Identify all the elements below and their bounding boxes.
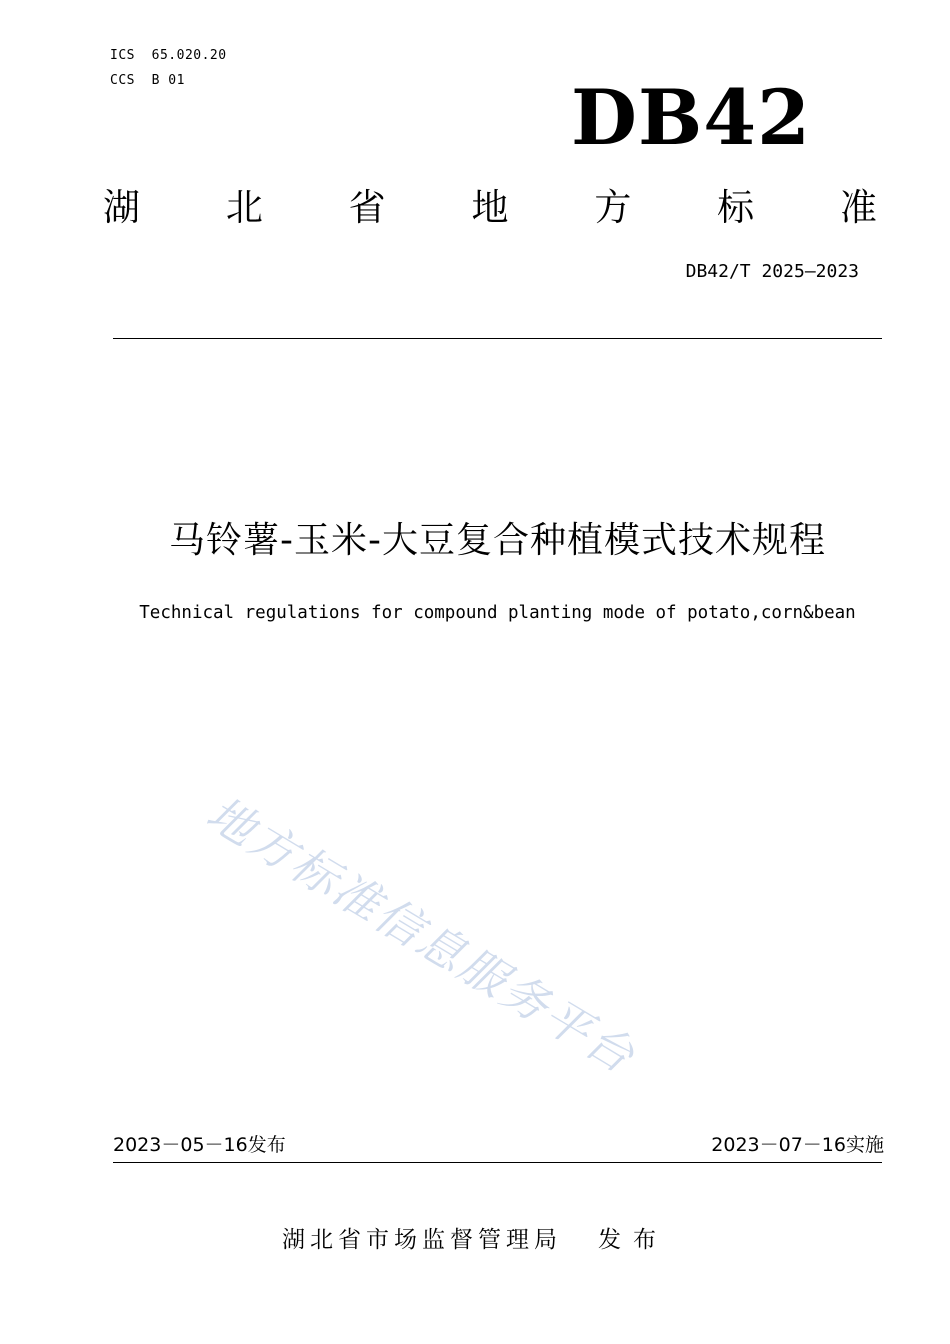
category-char: 准 bbox=[839, 186, 877, 229]
implementation-date: 2023－07－16实施 bbox=[711, 1134, 884, 1156]
publisher-organization: 湖北省市场监督管理局 bbox=[282, 1227, 562, 1253]
category-char: 标 bbox=[717, 186, 755, 229]
standard-category bbox=[103, 183, 877, 233]
standard-code-logo: DB42 bbox=[571, 73, 811, 162]
header-divider bbox=[113, 338, 882, 339]
ccs-code: CCS B 01 bbox=[110, 73, 185, 88]
watermark: 地方标准信息服务平台 bbox=[197, 785, 646, 1085]
ics-code: ICS 65.020.20 bbox=[110, 48, 227, 63]
category-char: 方 bbox=[594, 186, 632, 229]
category-char: 湖 bbox=[103, 186, 140, 229]
category-char: 省 bbox=[348, 186, 386, 229]
document-title-chinese: 马铃薯-玉米-大豆复合种植模式技术规程 bbox=[169, 520, 826, 561]
publisher bbox=[0, 1222, 950, 1258]
category-char: 北 bbox=[225, 186, 263, 229]
publisher-verb: 发布 bbox=[598, 1227, 668, 1253]
issue-date: 2023－05－16发布 bbox=[113, 1134, 286, 1156]
standard-number: DB42/T 2025—2023 bbox=[685, 261, 859, 282]
category-char: 地 bbox=[471, 186, 509, 229]
footer-divider bbox=[113, 1162, 882, 1163]
document-title-english: Technical regulations for compound planting mode of potato,corn&bean bbox=[139, 603, 856, 623]
